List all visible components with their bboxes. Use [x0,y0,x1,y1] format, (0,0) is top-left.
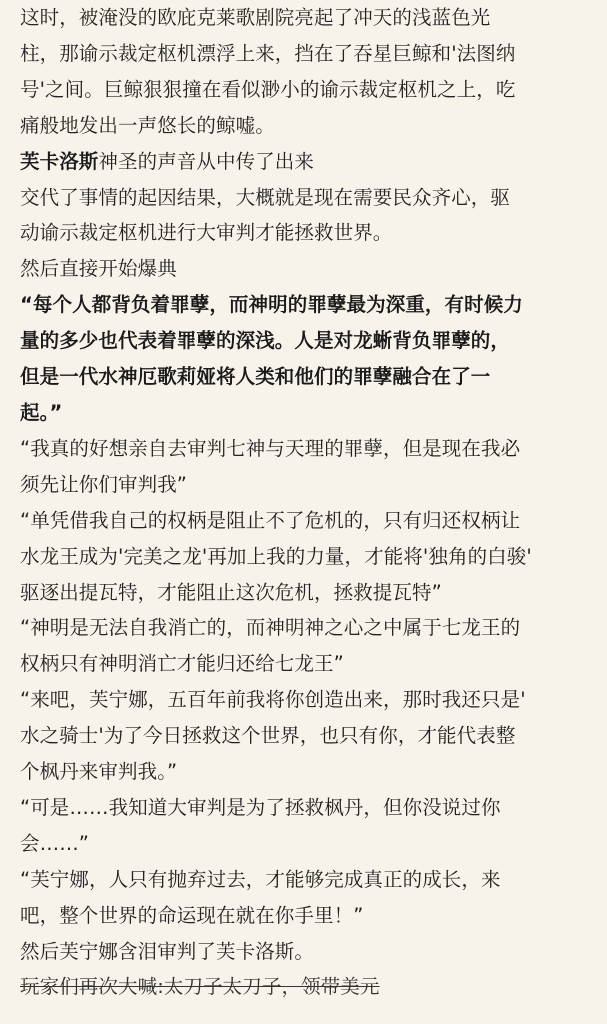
text-line: 驱逐出提瓦特，才能阻止这次危机，拯救提瓦特” [20,580,442,604]
bold-quote-line: “每个人都背负着罪孽，而神明的罪孽最为深重，有时候力 [20,293,523,317]
text-line: 号'之间。巨鲸狠狠撞在看似渺小的谕示裁定枢机之上，吃 [20,77,516,101]
text-line: 会……” [20,831,90,855]
speaker-name: 芙卡洛斯 [20,149,99,173]
text-line: 动谕示裁定枢机进行大审判才能拯救世界。 [20,221,393,245]
bold-quote-line: 起。” [20,400,63,424]
text-line: “来吧，芙宁娜，五百年前我将你创造出来，那时我还只是' [20,688,526,712]
text-line: 痛般地发出一声悠长的鲸嘘。 [20,113,275,137]
text-line [20,144,595,180]
bold-quote-line: 量的多少也代表着罪孽的深浅。人是对龙蜥背负罪孽的， [20,329,511,353]
text-line: “芙宁娜，人只有抛弃过去，才能够完成真正的成长，来 [20,867,501,891]
text-line: 柱，那谕示裁定枢机漂浮上来，挡在了吞星巨鲸和'法图纳 [20,41,516,65]
article-body [20,0,595,1005]
text-line: 交代了事情的起因结果，大概就是现在需要民众齐心，驱 [20,185,511,209]
text-line: 权柄只有神明消亡才能归还给七龙王” [20,652,344,676]
text-line: “单凭借我自己的权柄是阻止不了危机的，只有归还权柄让 [20,508,521,532]
strikethrough-line: 玩家们再次大喊:太刀子太刀子，领带美元 [20,975,380,999]
text-line: 须先让你们审判我” [20,472,188,496]
text-line: 吧，整个世界的命运现在就在你手里！” [20,903,364,927]
text-line: 然后芙宁娜含泪审判了芙卡洛斯。 [20,939,315,963]
text-line: 然后直接开始爆典 [20,257,177,281]
bold-quote-line: 但是一代水神厄歌莉娅将人类和他们的罪孽融合在了一 [20,365,491,389]
text-line: 水龙王成为'完美之龙'再加上我的力量，才能将'独角的白骏' [20,544,532,568]
text-line: “可是……我知道大审判是为了拯救枫丹，但你没说过你 [20,795,501,819]
text-line-rest: 神圣的声音从中传了出来 [98,149,315,173]
text-line: 个枫丹来审判我。” [20,760,178,784]
text-line: 水之骑士'为了今日拯救这个世界，也只有你，才能代表整 [20,724,516,748]
text-line: “我真的好想亲自去审判七神与天理的罪孽，但是现在我必 [20,436,521,460]
text-line: 这时，被淹没的欧庇克莱歌剧院亮起了冲天的浅蓝色光 [20,6,491,29]
text-line: “神明是无法自我消亡的，而神明神之心之中属于七龙王的 [20,616,521,640]
